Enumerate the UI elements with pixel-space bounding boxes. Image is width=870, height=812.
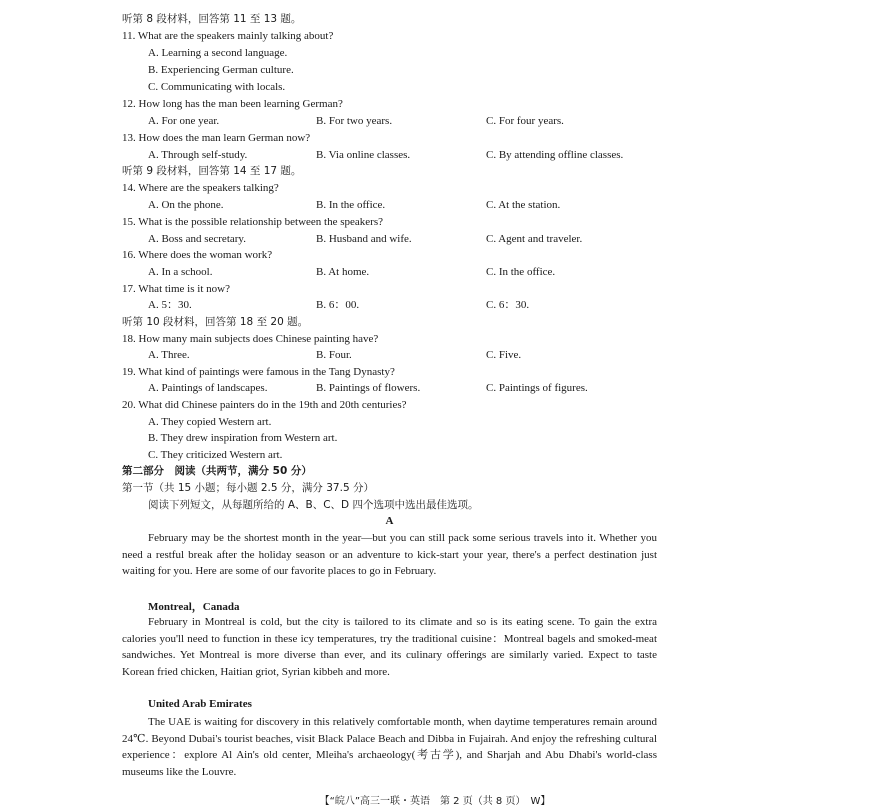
q18-option-a: A. Three. [148,349,190,361]
q19-stem: 19. What kind of paintings were famous in the Tang Dynasty? [122,366,395,378]
q19-option-a: A. Paintings of landscapes. [148,382,268,394]
q17-option-a: A. 5：30. [148,299,192,311]
q13-option-a: A. Through self-study. [148,149,248,161]
q19-option-b: B. Paintings of flowers. [316,382,421,394]
q17-option-b: B. 6：00. [316,299,360,311]
q16-option-a: A. In a school. [148,266,213,278]
section9-header: 听第 9 段材料，回答第 14 至 17 题。 [122,165,302,177]
q14-option-b: B. In the office. [316,199,386,211]
q14-stem: 14. Where are the speakers talking? [122,182,279,194]
q13-option-c: C. By attending offline classes. [486,149,624,161]
q12-option-c: C. For four years. [486,115,564,127]
montreal-paragraph: February in Montreal is cold, but the city is tailored to its climate and so is its eating scene. To gain the extra calories you'll need to function in these icy temperatures, try the traditional cuisine：Montreal bagels and smoked-meat sandwiches. Yet Montreal is more diverse than ever, and its culinary offerings are similarly varied. Expect to taste Korean fried chicken, Haitian griot, Syrian kibbeh and more. [122,616,657,679]
q17-option-c: C. 6：30. [486,299,530,311]
q15-stem: 15. What is the possible relationship between the speakers? [122,216,383,228]
q11-stem: 11. What are the speakers mainly talking about? [122,30,334,42]
q15-option-a: A. Boss and secretary. [148,233,246,245]
q20-stem: 20. What did Chinese painters do in the 19th and 20th centuries? [122,399,407,411]
section10-header: 听第 10 段材料，回答第 18 至 20 题。 [122,316,309,328]
page-footer: 【“皖八”高三一联・英语 第 2 页（共 8 页） W】 [319,796,551,807]
passage-label: A [385,515,394,527]
q14-option-c: C. At the station. [486,199,561,211]
reading-instructions: 阅读下列短文，从每题所给的 A、B、C、D 四个选项中选出最佳选项。 [148,499,479,511]
q16-option-c: C. In the office. [486,266,556,278]
q18-option-b: B. Four. [316,349,352,361]
q15-option-b: B. Husband and wife. [316,233,412,245]
q12-option-a: A. For one year. [148,115,220,127]
section1-title: 第一节（共 15 小题；每小题 2.5 分，满分 37.5 分） [122,482,374,494]
passage-intro: February may be the shortest month in the year—but you can still pack some serious travels into it. Whether you need a restful break after the holiday season or an adventure to kick-start your year, there's a perfect destination just waiting for you. Here are some of our favorite places to go in February. [122,532,657,578]
q18-stem: 18. How many main subjects does Chinese painting have? [122,333,379,345]
q19-option-c: C. Paintings of figures. [486,382,588,394]
q11-option-c: C. Communicating with locals. [148,81,286,93]
montreal-heading: Montreal，Canada [148,601,240,613]
part2-title: 第二部分 阅读（共两节，满分 50 分） [122,465,312,477]
uae-paragraph: The UAE is waiting for discovery in this relatively comfortable month, when daytime temperatures remain around 24℃. Beyond Dubai's tourist beaches, visit Black Palace Beach and Dibba in Fujairah. And enjoy the refreshing cultural experience：explore Al Ain's old center, Mleiha's archaeology(考古学), and Sharjah and Abu Dhabi's world-class museums like the Louvre. [122,716,657,779]
q20-option-a: A. They copied Western art. [148,416,272,428]
q16-stem: 16. Where does the woman work? [122,249,273,261]
q11-option-b: B. Experiencing German culture. [148,64,294,76]
q12-option-b: B. For two years. [316,115,393,127]
q12-stem: 12. How long has the man been learning German? [122,98,343,110]
q20-option-b: B. They drew inspiration from Western art. [148,432,338,444]
q20-option-c: C. They criticized Western art. [148,449,283,461]
q16-option-b: B. At home. [316,266,370,278]
q13-option-b: B. Via online classes. [316,149,411,161]
q14-option-a: A. On the phone. [148,199,224,211]
uae-heading: United Arab Emirates [148,698,252,710]
q15-option-c: C. Agent and traveler. [486,233,583,245]
q13-stem: 13. How does the man learn German now? [122,132,311,144]
q11-option-a: A. Learning a second language. [148,47,288,59]
section8-header: 听第 8 段材料，回答第 11 至 13 题。 [122,13,302,25]
q18-option-c: C. Five. [486,349,522,361]
q17-stem: 17. What time is it now? [122,283,230,295]
